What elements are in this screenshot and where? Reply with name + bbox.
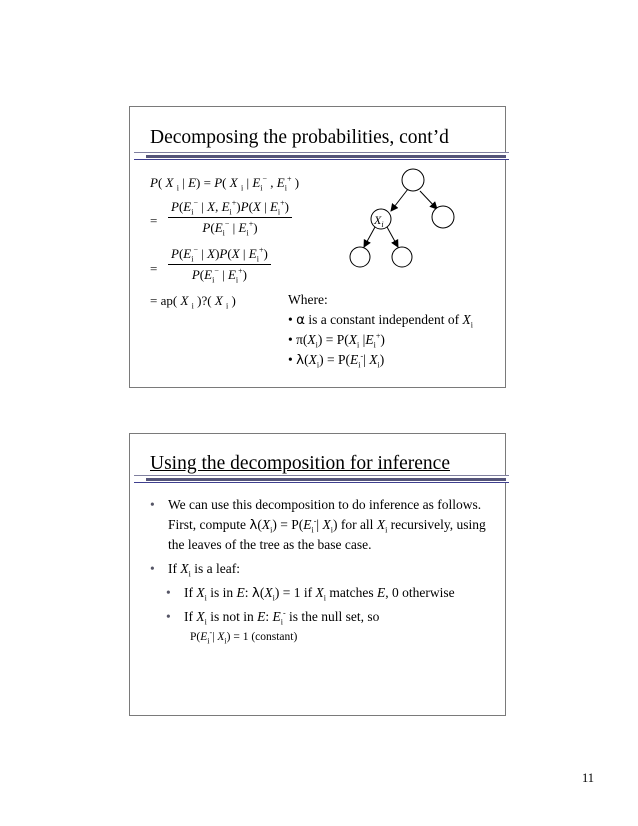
- sub-note: $P(E_i^-|$ $X_i) = 1$ (constant): [190, 628, 298, 646]
- bullet-item: • If $X_i$ is a leaf:: [150, 561, 240, 579]
- page-number: 11: [581, 771, 594, 785]
- equation-line-1: P( X $_i$ | E) = P( X $_i$ | $E_i^-$ , $E_i^+$ ): [150, 174, 300, 193]
- title-underline-bar: [134, 475, 509, 483]
- fraction-3: $P(E_i^-$ | X)P(X | $E_i^+$) $P(E_i^-$ | $E_i^+$): [168, 246, 271, 283]
- bullet-dot: •: [150, 561, 155, 576]
- bullet-item: • We can use this decomposition to do inference as follows. First, compute $\lambda(X_i) = P(E_i^-|$ $X_i$) for all $X_i$ recursively, using the leaves of the tree as the base case.: [150, 497, 486, 552]
- tree-edge: [387, 227, 398, 247]
- tree-node: [432, 206, 454, 228]
- tree-node-label: $X_i$: [374, 213, 384, 229]
- slide-title: Using the decomposition for inference: [150, 453, 450, 474]
- slide-decomposition-inference: [129, 433, 506, 716]
- where-lambda: • $\lambda(X_i) = P(E_i^-|$ $X_i$): [288, 351, 385, 370]
- fraction-2: $P(E_i^-$ | X, $E_i^+)P(X$ | $E_i^+$) $P(E_i^-$ | $E_i^+$): [168, 199, 292, 236]
- equals-sign: =: [150, 261, 158, 276]
- where-alpha: • α is a constant independent of $X_i$: [288, 312, 473, 330]
- where-block: [288, 290, 473, 370]
- tree-node: [392, 247, 412, 267]
- sub-bullet-item: • If $X_i$ is in E: $\lambda(X_i) = 1$ if $X_i$ matches E, 0 otherwise: [166, 585, 455, 603]
- tree-node: [350, 247, 370, 267]
- sub-bullet-item: • If $X_i$ is not in E: $E_i^-$ is the null set, so: [166, 608, 380, 627]
- bullet-dot: •: [166, 585, 171, 600]
- equation-line-4: = ap( X $_i$ )?( X $_i$ ): [150, 293, 236, 311]
- tree-node-root: [402, 169, 424, 191]
- slide-decomposing-probabilities: [129, 106, 506, 388]
- equals-sign: =: [150, 213, 158, 228]
- tree-diagram: [340, 167, 490, 277]
- bullet-dot: •: [150, 497, 155, 512]
- title-underline-bar: [134, 152, 509, 160]
- bullet-list: [150, 495, 490, 647]
- where-title: Where:: [288, 292, 328, 307]
- tree-edge: [391, 189, 408, 211]
- bullet-dot: •: [166, 609, 171, 624]
- where-pi: • $\pi(X_i) = P(X_i$ $|E_i^+$): [288, 331, 385, 350]
- tree-edge: [364, 227, 375, 247]
- slide-title: Decomposing the probabilities, cont’d: [150, 127, 449, 148]
- tree-edge: [420, 191, 437, 209]
